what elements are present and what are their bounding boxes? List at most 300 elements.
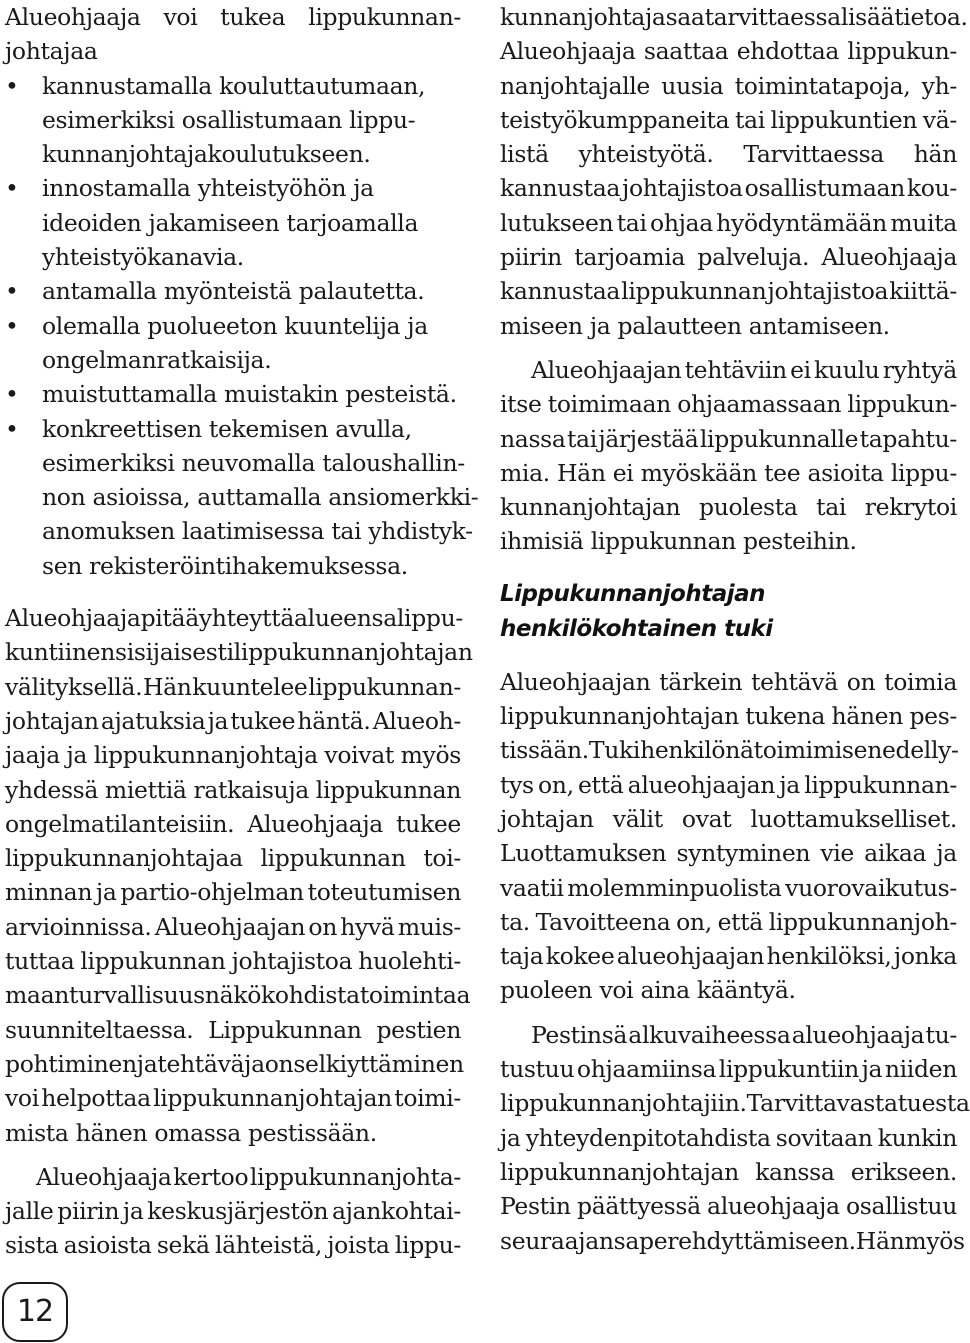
- word: Luottamuksen: [500, 839, 667, 868]
- word: palveluja.: [697, 243, 810, 272]
- word: ryhtyä: [882, 355, 957, 384]
- word: on: [308, 912, 337, 941]
- bullet-item: [5, 377, 461, 411]
- word: suunniteltaessa.: [5, 1015, 194, 1044]
- text-line: [5, 635, 473, 669]
- word: selkiyttäminen: [293, 1049, 464, 1078]
- text-line: [5, 944, 461, 978]
- word: ongelmatilanteisiin.: [5, 809, 235, 838]
- word: saa: [665, 3, 705, 31]
- word: lippukunnanjohtajan: [233, 638, 473, 667]
- word: myös: [400, 741, 461, 770]
- word: alueohjaaja: [707, 1192, 840, 1221]
- word: ovat: [681, 804, 732, 833]
- bullet-icon: •: [5, 71, 19, 100]
- word: vaatii: [500, 873, 564, 902]
- word: tehtäviin: [684, 355, 787, 384]
- word: johtajan: [5, 706, 99, 735]
- word: maan: [5, 981, 70, 1010]
- word: tai: [616, 208, 647, 237]
- text-line: [5, 1081, 461, 1115]
- word: lähteistä,: [214, 1231, 322, 1260]
- heading-line: henkilökohtainen tuki: [500, 615, 773, 642]
- text-line: [500, 733, 957, 767]
- right-paragraph-3: [500, 665, 957, 1008]
- word: joista: [327, 1231, 390, 1260]
- word: lippukunnanjohtajan: [153, 1084, 392, 1113]
- word: että: [717, 907, 763, 936]
- word: tys: [500, 770, 534, 799]
- text-line: [500, 0, 968, 34]
- word: lippukunnanjohtaja: [93, 741, 318, 770]
- word: lutukseen: [500, 208, 614, 237]
- word: toi-: [423, 844, 461, 873]
- word: lippukunnanjohtajiin.: [500, 1089, 747, 1118]
- word: ohjaa: [650, 208, 713, 237]
- word: johtajistoa: [622, 174, 743, 203]
- word: syntyminen: [676, 839, 811, 868]
- word: toimimaan: [547, 390, 671, 419]
- word: on: [846, 667, 876, 696]
- word: ja: [136, 1049, 158, 1078]
- word: toimimisen: [753, 736, 882, 765]
- text-line: [500, 69, 957, 103]
- bullet-icon: •: [5, 414, 19, 443]
- bullet-line: esimerkiksi neuvomalla taloushallin-: [42, 448, 465, 477]
- text-line: [500, 387, 957, 421]
- text-line: [500, 1018, 957, 1052]
- bullet-item: [5, 171, 461, 274]
- word: alueohjaajan: [627, 770, 776, 799]
- text-line: [500, 1086, 970, 1120]
- word: yhteistyötä.: [578, 140, 714, 169]
- word: piirin: [57, 1197, 120, 1226]
- word: seuraajansa: [500, 1226, 640, 1255]
- word: lippukunnan: [80, 947, 226, 976]
- bullet-icon: •: [5, 277, 19, 306]
- word: järjestää: [598, 424, 699, 453]
- word: lippukunnan-: [308, 672, 461, 701]
- text-line: [5, 1047, 464, 1081]
- word: pitää: [140, 604, 199, 633]
- text-line: [5, 1013, 461, 1047]
- word: tuttaa: [5, 947, 75, 976]
- word: myös: [904, 1226, 965, 1255]
- word: erikseen.: [850, 1157, 957, 1186]
- page-number: 12: [2, 1282, 68, 1342]
- word: Pestin: [500, 1192, 571, 1221]
- bullet-line: ideoiden jakamiseen tarjoamalla: [42, 208, 419, 237]
- word: ehdottaa: [736, 37, 840, 66]
- word: lippukunnanjohtajaa: [5, 844, 243, 873]
- section-heading: [500, 577, 957, 647]
- word: Alueoh-: [372, 706, 461, 735]
- text-line: [500, 905, 957, 939]
- word: ja: [95, 878, 117, 907]
- word: taja: [500, 942, 544, 971]
- text-line: [5, 773, 461, 807]
- word: Alueohjaajan: [154, 912, 306, 941]
- text-line: [500, 768, 957, 802]
- word: pes-: [909, 702, 957, 731]
- bullet-line: kunnanjohtajakoulutukseen.: [42, 140, 371, 169]
- word: lippukunnan-: [804, 770, 957, 799]
- word: kertoo: [173, 1162, 249, 1191]
- text-line: [5, 1194, 461, 1228]
- text-line: [500, 939, 957, 973]
- word: ratkaisuja: [193, 775, 309, 804]
- word: nassa: [500, 424, 566, 453]
- bullet-line: olemalla puolueeton kuuntelija ja: [42, 311, 428, 340]
- right-column: [500, 0, 970, 1258]
- word: ja: [500, 1123, 521, 1152]
- word: muita: [890, 208, 957, 237]
- word: alueohjaaja: [791, 1020, 925, 1049]
- word: toimi-: [394, 1084, 461, 1113]
- bullet-line: esimerkiksi osallistumaan lippu-: [42, 105, 416, 134]
- word: Alueohjaajan: [500, 667, 651, 696]
- bullet-list: [5, 69, 479, 583]
- word: itse: [500, 390, 542, 419]
- word: kanssa: [755, 1157, 835, 1186]
- text-line: [5, 910, 461, 944]
- word: pestien: [376, 1015, 461, 1044]
- word: voi: [5, 1084, 39, 1113]
- word: Alueohjaaja: [5, 3, 141, 31]
- word: lippukunnan: [621, 277, 767, 306]
- text-line: [5, 875, 461, 909]
- text-line: [500, 274, 957, 308]
- word: tustuu: [500, 1055, 575, 1084]
- text-line: [5, 601, 461, 635]
- word: huolehti-: [358, 947, 461, 976]
- word: tissään.: [500, 736, 589, 765]
- word: tapahtu-: [859, 424, 957, 453]
- word: kuulu: [814, 355, 880, 384]
- text-line: [500, 353, 957, 387]
- word: alkuvaiheessa: [628, 1020, 791, 1049]
- text-line: [5, 738, 461, 772]
- word: aikaa: [864, 839, 927, 868]
- word: miettiä: [104, 775, 187, 804]
- word: tu-: [925, 1020, 957, 1049]
- word: kunkin: [877, 1123, 957, 1152]
- word: vä-: [922, 105, 957, 134]
- word: ohjaamiinsa: [576, 1055, 717, 1084]
- word: välit: [612, 804, 663, 833]
- word: muis-: [397, 912, 461, 941]
- left-paragraph-2: [5, 1160, 461, 1263]
- word: tärkein: [659, 667, 743, 696]
- word: tai: [566, 424, 597, 453]
- word: lippukuntiin: [718, 1055, 859, 1084]
- word: arvioinnissa.: [5, 912, 152, 941]
- word: ajankohtai-: [331, 1197, 461, 1226]
- word: hän: [913, 140, 957, 169]
- word: alueohjaajan: [616, 942, 765, 971]
- word: Hän: [557, 458, 606, 487]
- bullet-item: [5, 412, 479, 583]
- word: johtajan: [500, 804, 594, 833]
- word: lippukun-: [847, 37, 957, 66]
- word: ja: [936, 839, 957, 868]
- word: Alueohjaaja: [500, 37, 636, 66]
- word: Alueohjaajan: [531, 355, 682, 384]
- text-line: [5, 841, 461, 875]
- word: rekrytoi: [864, 493, 957, 522]
- word: Tarvittavasta: [746, 1089, 898, 1118]
- word: ja: [779, 770, 800, 799]
- word: sovitaan: [775, 1123, 873, 1152]
- bullet-icon: •: [5, 311, 19, 340]
- word: niiden: [884, 1055, 957, 1084]
- word: lippu-: [890, 458, 957, 487]
- word: on,: [676, 907, 712, 936]
- word: lippukunnan: [315, 775, 461, 804]
- text-line: miseen ja palautteen antamiseen.: [500, 311, 890, 340]
- word: keskusjärjestön: [147, 1197, 329, 1226]
- word: ta.: [500, 907, 530, 936]
- text-line: puoleen voi aina kääntyä.: [500, 976, 796, 1005]
- word: johtajistoa: [231, 947, 353, 976]
- word: luottamukselliset.: [750, 804, 957, 833]
- word: tee: [764, 458, 801, 487]
- word: Pestinsä: [531, 1020, 628, 1049]
- word: henkilöksi,: [766, 942, 892, 971]
- word: yhteydenpitotahdista: [525, 1123, 771, 1152]
- word: tai: [734, 105, 765, 134]
- word: minnan: [5, 878, 93, 907]
- text-line: [500, 871, 957, 905]
- text-line: [5, 1160, 461, 1194]
- text-line: [500, 1121, 957, 1155]
- right-paragraph-2: [500, 353, 957, 559]
- text-line: [500, 240, 957, 274]
- word: lippukunnanjohtajan: [500, 702, 739, 731]
- word: alueensa: [294, 604, 397, 633]
- word: ohjaamassaan: [677, 390, 842, 419]
- word: teistyökumppaneita: [500, 105, 730, 134]
- word: ja: [122, 1197, 144, 1226]
- word: partio-ohjelman: [120, 878, 304, 907]
- word: uusia: [661, 71, 724, 100]
- word: yhteyttä: [198, 604, 294, 633]
- word: osallistuu: [845, 1192, 957, 1221]
- word: lippukuntien: [770, 105, 918, 134]
- word: hänen: [831, 702, 904, 731]
- word: tehtäväjaon: [157, 1049, 294, 1078]
- word: lippukunnan: [260, 844, 406, 873]
- word: kiittä-: [889, 277, 957, 306]
- word: kou-: [906, 174, 957, 203]
- word: kokee: [545, 942, 615, 971]
- word: johtajistoa: [767, 277, 889, 306]
- word: ei: [790, 355, 811, 384]
- intro-line: johtajaa: [5, 37, 98, 66]
- text-line: [500, 665, 957, 699]
- word: saattaa: [643, 37, 729, 66]
- text-line: [5, 978, 471, 1012]
- left-column: [5, 0, 479, 1263]
- word: ensisijaisesti: [86, 638, 234, 667]
- text-line: [500, 836, 957, 870]
- word: turvallisuusnäkökohdista: [69, 981, 360, 1010]
- text-line: ihmisiä lippukunnan pesteihin.: [500, 527, 857, 556]
- word: Hän: [855, 1226, 905, 1255]
- word: tarjoamia: [574, 243, 686, 272]
- word: Alueohjaaja: [821, 243, 957, 272]
- word: tuesta: [897, 1089, 970, 1118]
- word: vie: [820, 839, 854, 868]
- right-paragraph-4: [500, 1018, 970, 1258]
- bullet-line: konkreettisen tekemisen avulla,: [42, 414, 412, 443]
- text-line: mista hänen omassa pestissään.: [5, 1118, 377, 1147]
- word: lippukunnanjohtajan: [500, 1157, 739, 1186]
- bullet-item: [5, 69, 461, 172]
- word: Tarvittaessa: [743, 140, 884, 169]
- word: jaaja: [5, 741, 60, 770]
- text-line: [500, 1224, 965, 1258]
- text-line: [5, 1228, 461, 1262]
- text-line: [500, 137, 957, 171]
- word: päättyessä: [577, 1192, 701, 1221]
- word: lippukunnanjoh-: [768, 907, 957, 936]
- word: toimia: [884, 667, 957, 696]
- word: että: [577, 770, 624, 799]
- word: kunnanjohtajan: [500, 493, 681, 522]
- text-line: [500, 171, 957, 205]
- word: ja: [207, 706, 229, 735]
- word: molemminpuolista: [567, 873, 782, 902]
- word: ja: [861, 1055, 883, 1084]
- word: ei: [612, 458, 634, 487]
- word: Alueohjaaja: [36, 1162, 172, 1191]
- word: Alueohjaaja: [5, 604, 141, 633]
- word: jalle: [5, 1197, 54, 1226]
- text-line: [500, 699, 957, 733]
- bullet-item: [5, 274, 461, 308]
- bullet-line: innostamalla yhteistyöhön ja: [42, 174, 374, 203]
- text-line: [500, 34, 957, 68]
- word: ajatuksia: [100, 706, 206, 735]
- text-line: [500, 456, 957, 490]
- word: kannustaa: [500, 277, 621, 306]
- heading-line: Lippukunnanjohtajan: [500, 580, 766, 607]
- word: osallistumaan: [744, 174, 905, 203]
- word: voi: [163, 3, 198, 31]
- word: toimintaa: [359, 981, 471, 1010]
- word: asioita: [807, 458, 884, 487]
- word: tai: [816, 493, 847, 522]
- word: lippu-: [394, 1231, 461, 1260]
- word: tukea: [220, 3, 286, 31]
- intro-line: [5, 0, 461, 34]
- word: perehdyttämiseen.: [639, 1226, 856, 1255]
- word: Tavoitteena: [535, 907, 671, 936]
- word: välityksellä.: [5, 672, 143, 701]
- word: lippukun-: [847, 390, 957, 419]
- word: Hän: [142, 672, 192, 701]
- word: sekä: [156, 1231, 210, 1260]
- text-line: [500, 802, 957, 836]
- word: lippukunnalle: [699, 424, 859, 453]
- word: yh-: [921, 71, 957, 100]
- word: Lippukunnan: [208, 1015, 362, 1044]
- word: jonka: [893, 942, 957, 971]
- word: voivat: [324, 741, 394, 770]
- left-paragraph-1: [5, 601, 473, 1150]
- word: tehtävä: [751, 667, 838, 696]
- text-line: [500, 1052, 957, 1086]
- word: Alueohjaaja: [247, 809, 383, 838]
- word: on,: [538, 770, 574, 799]
- bullet-item: [5, 309, 461, 378]
- word: ja: [66, 741, 88, 770]
- text-line: [5, 670, 461, 704]
- text-line: [500, 206, 957, 240]
- word: helpottaa: [41, 1084, 151, 1113]
- word: kannustaa: [500, 174, 621, 203]
- word: lippu-: [396, 604, 463, 633]
- word: hyvä: [340, 912, 395, 941]
- text-line: [500, 1155, 957, 1189]
- bullet-line: sen rekisteröintihakemuksessa.: [42, 551, 408, 580]
- word: lisää: [840, 3, 895, 31]
- right-paragraph-1: [500, 0, 968, 343]
- text-line: [500, 422, 957, 456]
- word: mia.: [500, 458, 550, 487]
- word: toimintatapoja,: [734, 71, 911, 100]
- bullet-icon: •: [5, 174, 19, 203]
- word: puolesta: [699, 493, 798, 522]
- word: toteutumisen: [307, 878, 461, 907]
- word: nanjohtajalle: [500, 71, 650, 100]
- text-line: [5, 704, 461, 738]
- bullet-line: anomuksen laatimisessa tai yhdistyk-: [42, 517, 473, 546]
- word: kuntiin: [5, 638, 87, 667]
- word: listä: [500, 140, 549, 169]
- word: pohtiminen: [5, 1049, 137, 1078]
- text-line: [500, 490, 957, 524]
- bullet-icon: •: [5, 380, 19, 409]
- word: hyödyntämään: [716, 208, 887, 237]
- word: tukee: [230, 706, 296, 735]
- word: lippukunnanjohta-: [249, 1162, 461, 1191]
- word: lippukunnan-: [308, 3, 461, 31]
- word: edelly-: [881, 736, 959, 765]
- text-line: [500, 1189, 957, 1223]
- bullet-line: ongelmanratkaisija.: [42, 345, 272, 374]
- word: tarvittaessa: [704, 3, 841, 31]
- intro: [5, 0, 461, 69]
- bullet-line: antamalla myönteistä palautetta.: [42, 277, 425, 306]
- word: piirin: [500, 243, 562, 272]
- bullet-line: kannustamalla kouluttautumaan,: [42, 71, 426, 100]
- word: häntä.: [297, 706, 371, 735]
- word: sista: [5, 1231, 59, 1260]
- text-line: [5, 807, 461, 841]
- bullet-line: muistuttamalla muistakin pesteistä.: [42, 380, 457, 409]
- word: tietoa.: [894, 3, 968, 31]
- word: tukee: [396, 809, 461, 838]
- word: yhdessä: [5, 775, 99, 804]
- word: kunnanjohtaja: [500, 3, 666, 31]
- word: asioista: [63, 1231, 152, 1260]
- word: Tukihenkilönä: [588, 736, 754, 765]
- bullet-line: non asioissa, auttamalla ansiomerkki-: [42, 483, 479, 512]
- word: kuuntelee: [192, 672, 308, 701]
- bullet-line: yhteistyökanavia.: [42, 243, 244, 272]
